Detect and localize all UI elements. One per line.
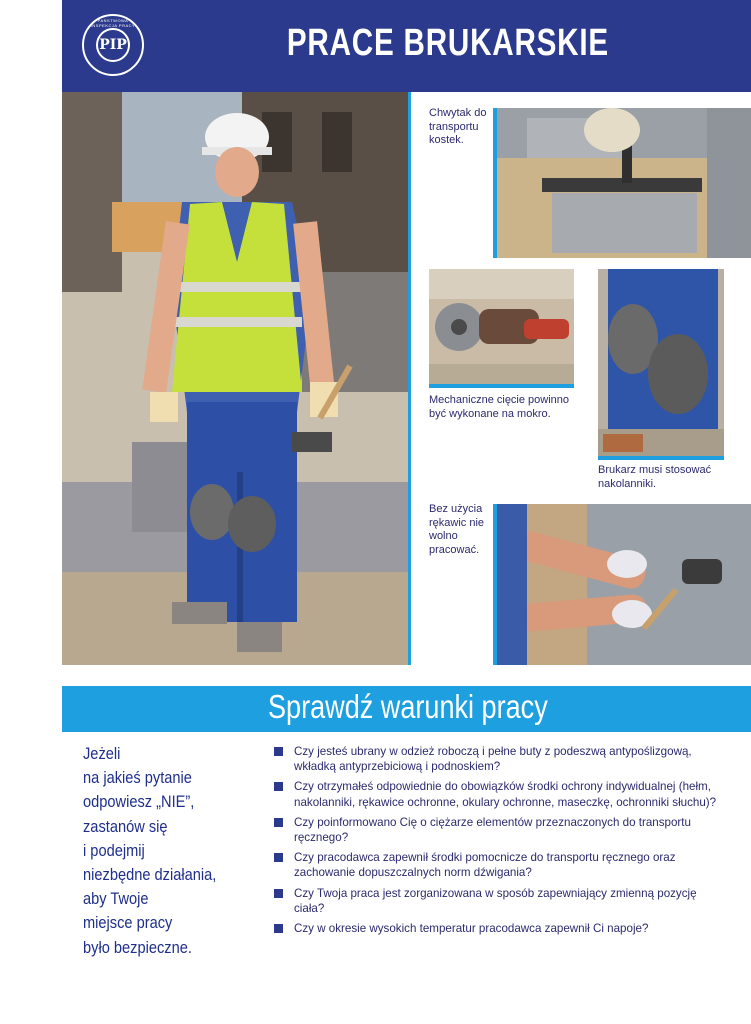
square-bullet-icon [274,818,283,827]
saw-illustration [429,269,574,384]
accent-bar-saw [429,384,574,388]
list-item [274,921,726,936]
lead-line: odpowiesz „NIE”, [83,792,195,812]
lead-line: było bezpieczne. [83,937,192,957]
lead-line: Jeżeli [83,744,121,763]
square-bullet-icon [274,853,283,862]
caption-gripper: Chwytak do transportu kostek. [429,107,487,146]
caption-kneepads: Brukarz musi stosować nakolanniki. [598,464,712,490]
list-item [274,850,726,880]
question-text: Czy otrzymałeś odpowiednie do obowiązków środki ochrony indywidualnej (hełm, nakolanniki, rękawice ochronne, okulary ochronne, maseczkę, ochronniki słuchu)? [294,780,717,809]
question-text: Czy jesteś ubrany w odzież roboczą i pełne buty z podeszwą antypoślizgową, wkładką antyprzebiciową i podnoskiem? [294,745,692,774]
square-bullet-icon [274,747,283,756]
list-item [274,886,726,916]
list-item [274,779,726,809]
accent-bar-main [408,92,411,665]
lead-line: miejsce pracy [83,913,173,933]
photo-worker [62,92,408,665]
page-title: PRACE BRUKARSKIE [286,22,609,64]
lead-line: niezbędne działania, [83,865,217,885]
caption-gloves: Bez użycia rękawic nie wolno pracować. [429,503,485,556]
gripper-illustration [497,108,751,258]
square-bullet-icon [274,924,283,933]
photo-saw [429,269,574,384]
list-item [274,815,726,845]
lead-line: aby Twoje [83,889,149,909]
gloves-illustration [497,504,751,665]
accent-bar-kneepads [598,456,724,460]
lead-line: zastanów się [83,816,168,836]
lead-line: na jakieś pytanie [83,768,192,788]
caption-cutting: Mechaniczne cięcie powinno być wykonane na mokro. [429,394,570,420]
square-bullet-icon [274,782,283,791]
lead-text [83,742,234,960]
logo-ring-text: PAŃSTWOWA INSPEKCJA PRACY [90,18,136,28]
question-text: Czy pracodawca zapewnił środki pomocnicze do transportu ręcznego oraz zachowanie dopuszczalnych norm dźwigania? [294,851,676,880]
questions-list [274,744,726,941]
header-bar [62,0,751,92]
square-bullet-icon [274,889,283,898]
list-item [274,744,726,774]
kneepads-illustration [598,269,724,456]
question-text: Czy Twoja praca jest zorganizowana w sposób zapewniający zmienną pozycję ciała? [294,886,697,915]
section-title: Sprawdź warunki pracy [268,688,548,725]
question-text: Czy w okresie wysokich temperatur pracodawca zapewnił Ci napoje? [294,922,649,936]
pip-logo [82,14,144,76]
question-text: Czy poinformowano Cię o ciężarze elementów przeznaczonych do transportu ręcznego? [294,815,691,845]
worker-illustration [62,92,408,665]
photo-kneepads [598,269,724,456]
lead-line: i podejmij [83,840,145,860]
photo-gloves [497,504,751,665]
logo-monogram: PIP [96,28,130,62]
section-band [62,686,751,732]
photo-gripper [497,108,751,258]
